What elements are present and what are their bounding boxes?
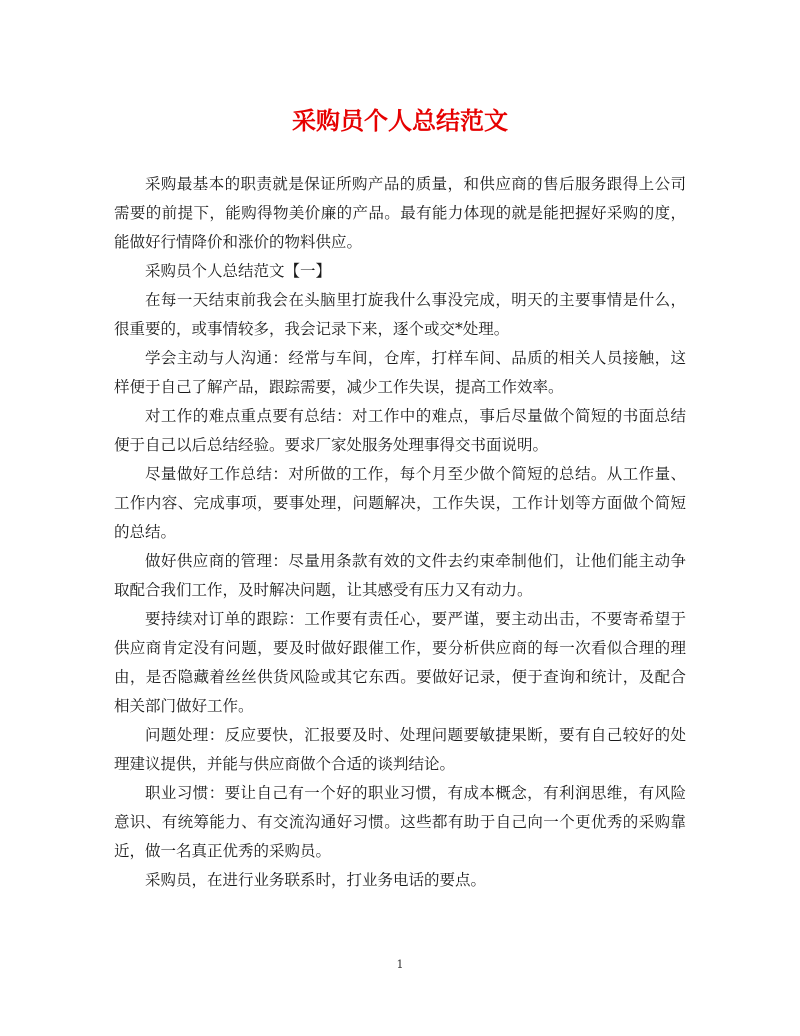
paragraph-work-summary: 尽量做好工作总结：对所做的工作，每个月至少做个简短的总结。从工作量、工作内容、完成事项，要事处理，问题解决，工作失误，工作计划等方面做个简短的总结。	[114, 465, 686, 541]
paragraph-supplier-management: 做好供应商的管理：尽量用条款有效的文件去约束牵制他们，让他们能主动争取配合我们工作，及时解决问题，让其感受有压力又有动力。	[114, 552, 686, 599]
paragraph-intro: 采购最基本的职责就是保证所购产品的质量，和供应商的售后服务跟得上公司需要的前提下，能购得物美价廉的产品。最有能力体现的就是能把握好采购的度，能做好行情降价和涨价的物料供应。	[114, 175, 686, 251]
paragraph-daily-review: 在每一天结束前我会在头脑里打旋我什么事没完成，明天的主要事情是什么，很重要的，或事情较多，我会记录下来，逐个或交*处理。	[114, 291, 686, 338]
page-title: 采购员个人总结范文	[292, 106, 508, 135]
paragraph-work-habits: 职业习惯：要让自己有一个好的职业习惯，有成本概念，有利润思维，有风险意识、有统筹能力、有交流沟通好习惯。这些都有助于自己向一个更优秀的采购靠近，做一名真正优秀的采购员。	[114, 784, 686, 860]
paragraph-communication: 学会主动与人沟通：经常与车间，仓库，打样车间、品质的相关人员接触，这样便于自己了解产品，跟踪需要，减少工作失误，提高工作效率。	[114, 349, 686, 396]
section-heading: 采购员个人总结范文【一】	[145, 262, 332, 280]
paragraph-order-tracking: 要持续对订单的跟踪：工作要有责任心，要严谨，要主动出击，不要寄希望于供应商肯定没有问题，要及时做好跟催工作，要分析供应商的每一次看似合理的理由，是否隐藏着丝丝供货风险或其它东西。要做好记录，便于查询和统计，及配合相关部门做好工作。	[114, 610, 686, 715]
paragraph-difficulties: 对工作的难点重点要有总结：对工作中的难点，事后尽量做个简短的书面总结便于自己以后总结经验。要求厂家处服务处理事得交书面说明。	[114, 407, 686, 454]
paragraph-problem-handling: 问题处理：反应要快，汇报要及时、处理问题要敏捷果断，要有自己较好的处理建议提供，并能与供应商做个合适的谈判结论。	[114, 726, 686, 773]
page-number: 1	[396, 958, 404, 971]
paragraph-phone-tips: 采购员，在进行业务联系时，打业务电话的要点。	[145, 871, 487, 889]
document-body	[114, 170, 686, 895]
